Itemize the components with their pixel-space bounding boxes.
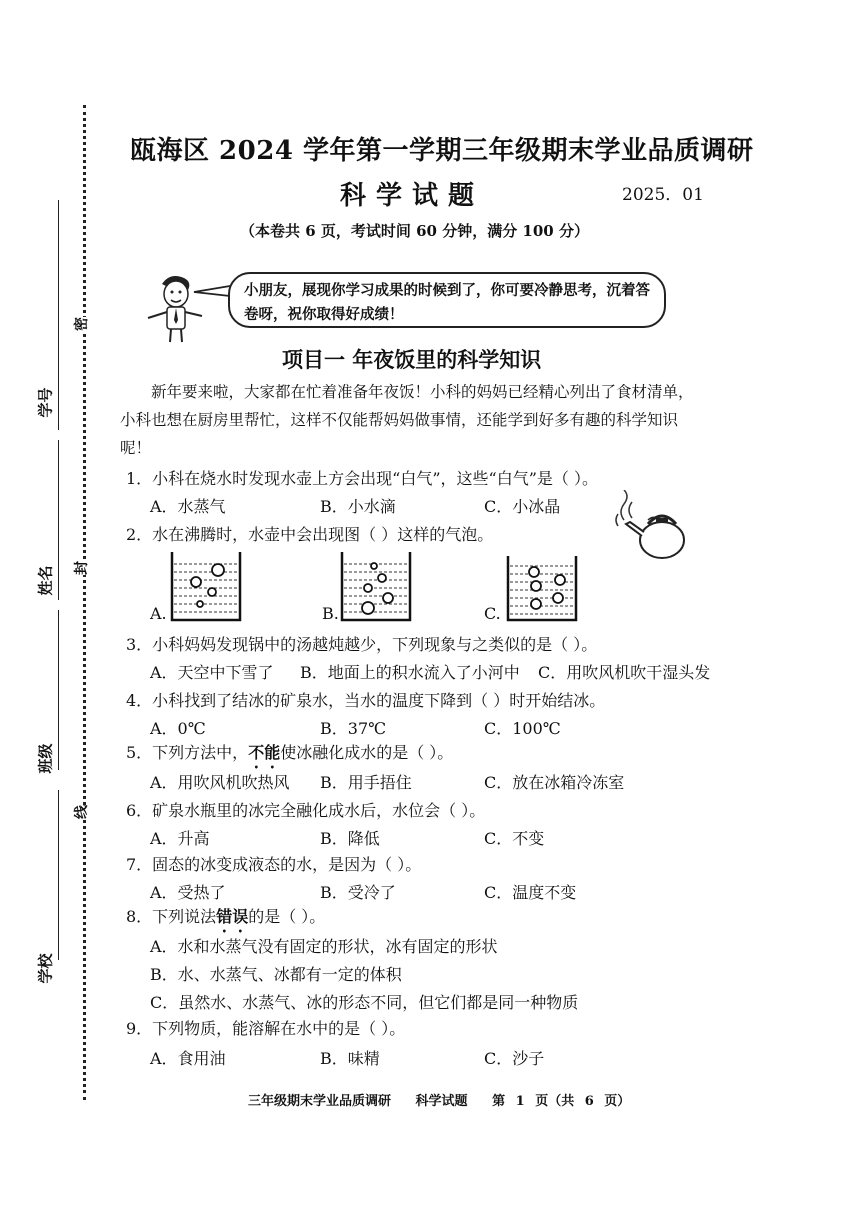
q8-stem-pre: 8．下列说法 [126, 907, 217, 926]
question-3: 3．小科妈妈发现锅中的汤越炖越少，下列现象与之类似的是（ ）。 [126, 635, 598, 654]
q5-option-b[interactable]: B．用手捂住 [320, 773, 412, 792]
question-7: 7．固态的冰变成液态的水，是因为（ ）。 [126, 855, 422, 874]
q4-option-a[interactable]: A．0℃ [150, 719, 206, 738]
q8-stem-post: 的是（ ）。 [248, 907, 326, 926]
q5-stem-emphasis: 不能 [248, 743, 281, 762]
page-footer [248, 1090, 644, 1109]
question-1: 1．小科在烧水时发现水壶上方会出现“白气”，这些“白气”是（ ）。 [126, 469, 598, 488]
seal-dotted-line [83, 105, 86, 1100]
q9-option-a[interactable]: A．食用油 [150, 1049, 226, 1068]
question-9: 9．下列物质，能溶解在水中的是（ ）。 [126, 1019, 406, 1038]
cartoon-boy-icon [140, 270, 210, 346]
q3-option-a[interactable]: A．天空中下雪了 [150, 663, 274, 682]
class-line [58, 610, 59, 770]
q6-option-c[interactable]: C．不变 [484, 829, 545, 848]
seal-char-xian: 线 [69, 805, 93, 819]
q5-stem-pre: 5．下列方法中， [126, 743, 249, 762]
school-line [58, 790, 59, 960]
speech-bubble-tail [192, 284, 232, 298]
question-4: 4．小科找到了结冰的矿泉水，当水的温度下降到（ ）时开始结冰。 [126, 691, 606, 710]
q4-option-b[interactable]: B．37℃ [320, 719, 387, 738]
footer-exam-name: 三年级期末学业品质调研 [248, 1094, 392, 1109]
seal-char-mi: 密 [69, 317, 93, 331]
section-intro: 新年要来啦，大家都在忙着准备年夜饭！小科的妈妈已经精心列出了食材清单，小科也想在厨房里帮忙，这样不仅能帮妈妈做事情，还能学到好多有趣的科学知识呢！ [120, 383, 694, 457]
school-label: 学校 [36, 953, 55, 984]
q7-option-b[interactable]: B．受冷了 [320, 883, 396, 902]
q8-option-a[interactable]: A．水和水蒸气没有固定的形状，冰有固定的形状 [150, 937, 498, 956]
q2-option-b[interactable]: B. [322, 604, 339, 623]
q7-option-c[interactable]: C．温度不变 [484, 883, 577, 902]
q8-stem-emphasis: 错误 [216, 907, 249, 926]
q9-option-b[interactable]: B．味精 [320, 1049, 380, 1068]
footer-subject: 科学试题 [415, 1094, 468, 1109]
name-label: 姓名 [36, 565, 55, 596]
q5-option-c[interactable]: C．放在冰箱冷冻室 [484, 773, 625, 792]
q4-option-c[interactable]: C．100℃ [484, 719, 561, 738]
q9-option-c[interactable]: C．沙子 [484, 1049, 545, 1068]
student-id-field[interactable] [30, 387, 70, 422]
class-label: 班级 [36, 743, 55, 774]
q5-option-a[interactable]: A．用吹风机吹热风 [150, 773, 290, 792]
q3-option-c[interactable]: C．用吹风机吹干湿头发 [538, 663, 711, 682]
beaker-c-icon [506, 554, 578, 622]
question-2: 2．水在沸腾时，水壶中会出现图（ ）这样的气泡。 [126, 525, 494, 544]
footer-page-number: 第 1 页（共 6 页） [492, 1094, 631, 1109]
q8-option-c[interactable]: C．虽然水、水蒸气、冰的形态不同，但它们都是同一种物质 [150, 993, 579, 1012]
exam-subtitle: 科学试题 [340, 181, 485, 211]
question-5 [126, 740, 453, 772]
kettle-icon [612, 490, 692, 562]
section-title: 项目一 年夜饭里的科学知识 [282, 347, 542, 372]
q5-stem-post: 使冰融化成水的是（ ）。 [280, 743, 454, 762]
exam-date: 2025．01 [622, 185, 704, 205]
q6-option-a[interactable]: A．升高 [150, 829, 210, 848]
question-8 [126, 904, 325, 936]
q8-option-b[interactable]: B．水、水蒸气、冰都有一定的体积 [150, 965, 402, 984]
student-id-label: 学号 [36, 387, 55, 418]
exam-title: 瓯海区 2024 学年第一学期三年级期末学业品质调研 [130, 136, 754, 166]
beaker-a-icon [170, 550, 242, 622]
q2-option-c[interactable]: C. [484, 604, 501, 623]
beaker-b-icon [340, 550, 412, 622]
seal-char-feng: 封 [69, 561, 93, 575]
school-field[interactable] [30, 953, 70, 988]
name-field[interactable] [30, 565, 70, 600]
class-field[interactable] [30, 743, 70, 778]
exam-note: （本卷共 6 页，考试时间 60 分钟，满分 100 分） [240, 222, 589, 240]
q7-option-a[interactable]: A．受热了 [150, 883, 226, 902]
q1-option-a[interactable]: A．水蒸气 [150, 497, 226, 516]
q3-option-b[interactable]: B．地面上的积水流入了小河中 [300, 663, 520, 682]
q6-option-b[interactable]: B．降低 [320, 829, 380, 848]
speech-bubble: 小朋友，展现你学习成果的时候到了，你可要冷静思考，沉着答卷呀，祝你取得好成绩！ [228, 272, 666, 328]
question-6: 6．矿泉水瓶里的冰完全融化成水后，水位会（ ）。 [126, 801, 486, 820]
q1-option-c[interactable]: C．小冰晶 [484, 497, 561, 516]
q1-option-b[interactable]: B．小水滴 [320, 497, 396, 516]
q2-option-a[interactable]: A. [150, 604, 167, 623]
